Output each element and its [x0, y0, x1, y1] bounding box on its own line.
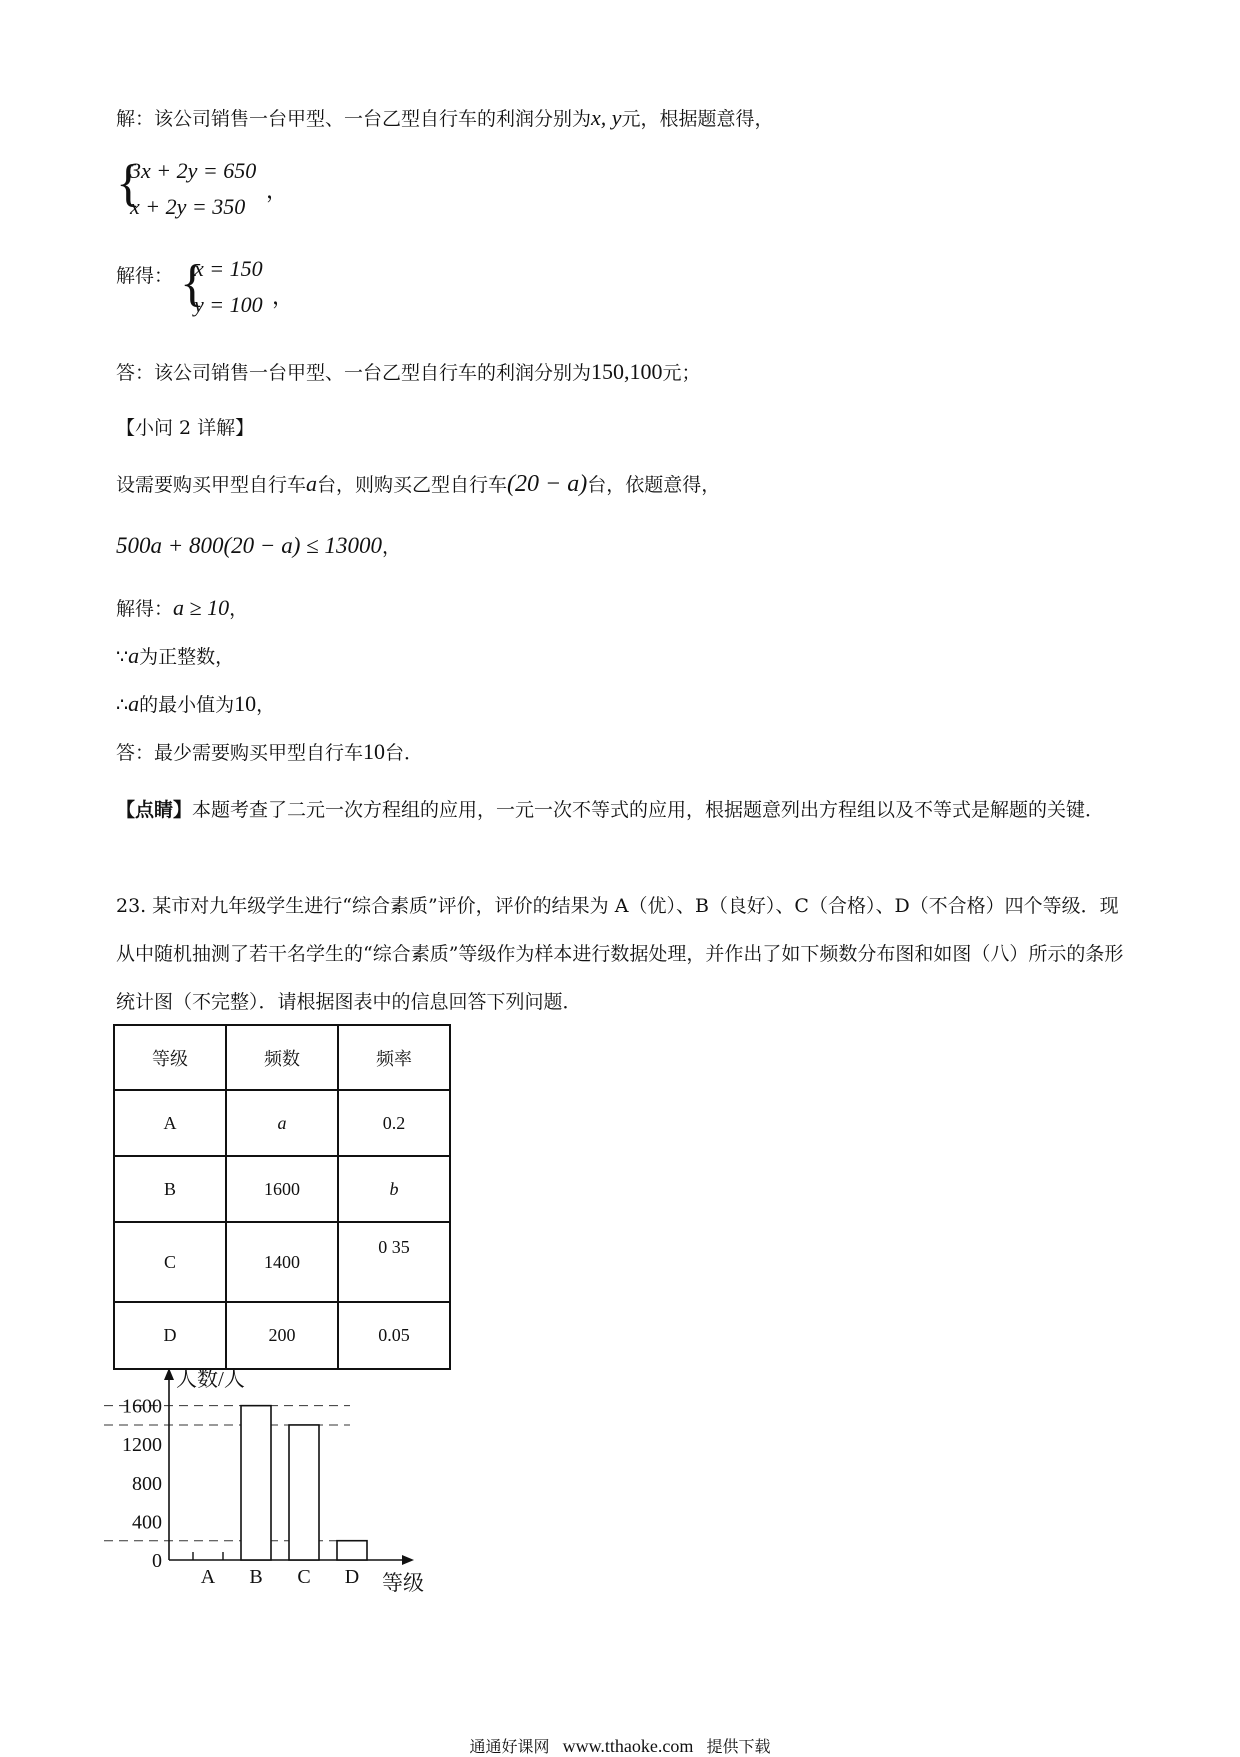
- var-a: a: [306, 471, 318, 496]
- y-tick-label: 0: [152, 1550, 162, 1572]
- x-axis-arrow: [402, 1555, 414, 1565]
- table-cell: 200: [226, 1302, 338, 1369]
- because-line: [116, 642, 234, 671]
- comment-label: 【点睛】: [116, 799, 193, 821]
- setup-text-b: 台，则购买乙型自行车: [317, 474, 508, 496]
- left-brace: {: [116, 155, 141, 212]
- var-a: a: [128, 643, 140, 668]
- table-cell: 1400: [226, 1222, 338, 1302]
- table-cell: A: [114, 1090, 226, 1156]
- answer-1-value: 150,100: [591, 359, 663, 384]
- solution-y: y = 100: [194, 292, 263, 317]
- solve-2-label: 解得：: [116, 598, 174, 620]
- therefore-symbol: ∴: [116, 694, 129, 716]
- comment-text: 本题考查了二元一次方程组的应用，一元一次不等式的应用，根据题意列出方程组以及不等式是解题的关键．: [192, 799, 1105, 821]
- frequency-table: [113, 1024, 451, 1370]
- left-brace: {: [180, 255, 205, 312]
- footer-suffix: 提供下载: [706, 1737, 771, 1756]
- footer-site-name: 通通好课网: [469, 1737, 550, 1756]
- part2-setup: [116, 470, 720, 499]
- equation-1: 3x + 2y = 650: [130, 158, 257, 183]
- table-row: [114, 1302, 450, 1369]
- solution-x: x = 150: [194, 256, 263, 281]
- bar-chart: [100, 1368, 440, 1598]
- y-axis-label: 人数/人: [176, 1368, 245, 1391]
- table-cell: D: [114, 1302, 226, 1369]
- equation-system-1: [116, 152, 289, 222]
- answer-2: [116, 738, 423, 767]
- answer-2-text: 答：最少需要购买甲型自行车: [116, 742, 364, 764]
- expr-20-a: (20 − a): [507, 471, 588, 497]
- table-cell: B: [114, 1156, 226, 1222]
- comma: ，: [266, 178, 289, 203]
- bars: [193, 1406, 367, 1560]
- answer-1-end: 元；: [662, 362, 701, 384]
- table-row: [114, 1222, 450, 1302]
- table-cell: 1600: [226, 1156, 338, 1222]
- setup-text-a: 设需要购买甲型自行车: [116, 474, 307, 496]
- because-symbol: ∵: [116, 646, 129, 668]
- therefore-text: 的最小值为: [139, 694, 235, 716]
- y-tick-label: 1600: [122, 1395, 162, 1418]
- question-23-text: 23. 某市对九年级学生进行“综合素质”评价，评价的结果为 A（优）、B（良好）、C（合格）、D（不合格）四个等级．现从中随机抽测了若干名学生的“综合素质”等级作为样本进行数据处理，并作出了如下频数分布图和如图（八）所示的条形统计图（不完整）．请根据图表中的信息回答下列问题．: [116, 895, 1124, 1013]
- solution-intro: 解：该公司销售一台甲型、一台乙型自行车的利润分别为: [116, 108, 592, 130]
- solution-intro-line: [116, 104, 774, 133]
- table-cell: C: [114, 1222, 226, 1302]
- x-category-label: B: [249, 1566, 263, 1588]
- y-tick-label: 400: [132, 1511, 162, 1534]
- table-cell: 0.2: [338, 1090, 450, 1156]
- table-cell: 0.05: [338, 1302, 450, 1369]
- therefore-value: 10: [234, 691, 257, 716]
- x-category-label: C: [297, 1566, 311, 1588]
- y-tick-label: 800: [132, 1472, 162, 1495]
- solved-label: 解得：: [116, 265, 174, 287]
- equation-2: x + 2y = 350: [130, 194, 246, 219]
- x-axis-label: 等级: [382, 1571, 424, 1595]
- table-row: [114, 1156, 450, 1222]
- setup-text-c: 台，依题意得，: [587, 474, 721, 496]
- inequality: 500a + 800(20 − a) ≤ 13000: [116, 533, 382, 558]
- answer-2-end: 台．: [385, 742, 424, 764]
- y-axis-arrow: [164, 1368, 174, 1380]
- equation-system-2: [180, 250, 300, 320]
- comma: ，: [272, 284, 295, 309]
- table-row: [114, 1090, 450, 1156]
- table-cell: b: [338, 1156, 450, 1222]
- answer-1: [116, 358, 701, 387]
- vars-xy: x, y: [591, 105, 622, 130]
- bar-C: [289, 1425, 319, 1560]
- solve-2-line: [116, 594, 248, 623]
- answer-2-value: 10: [363, 739, 386, 764]
- therefore-line: [116, 690, 275, 719]
- table-cell: 0 35: [338, 1222, 450, 1302]
- table-header-row: [114, 1025, 450, 1090]
- x-category-label: A: [200, 1566, 216, 1588]
- table-header-cell: 频数: [226, 1025, 338, 1090]
- solve-2-result: a ≥ 10: [173, 595, 230, 620]
- inequality-end: ，: [381, 536, 401, 558]
- answer-1-text: 答：该公司销售一台甲型、一台乙型自行车的利润分别为: [116, 362, 592, 384]
- bar-B: [241, 1406, 271, 1560]
- because-text: 为正整数，: [139, 646, 235, 668]
- x-category-label: D: [344, 1566, 360, 1588]
- table-cell: a: [226, 1090, 338, 1156]
- part2-heading: 【小问 2 详解】: [116, 417, 255, 439]
- table-header-cell: 频率: [338, 1025, 450, 1090]
- inequality-line: [116, 532, 401, 561]
- solution-intro-end: 元，根据题意得，: [621, 108, 774, 130]
- y-tick-label: 1200: [122, 1434, 162, 1457]
- comment-paragraph: [116, 786, 1126, 834]
- bar-D: [337, 1541, 367, 1560]
- var-a: a: [128, 691, 140, 716]
- footer-url[interactable]: www.tthaoke.com: [562, 1736, 694, 1756]
- table-header-cell: 等级: [114, 1025, 226, 1090]
- y-tick-labels: [122, 1396, 162, 1572]
- therefore-end: ，: [256, 694, 276, 716]
- x-category-labels: [201, 1566, 359, 1588]
- solve-2-end: ，: [229, 598, 249, 620]
